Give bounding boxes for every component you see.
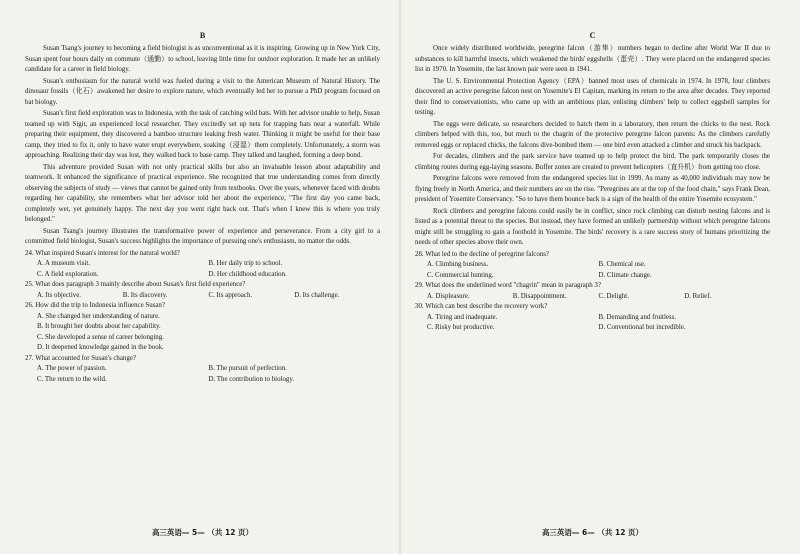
option-row bbox=[415, 260, 770, 271]
option-row bbox=[25, 259, 380, 270]
option: C. She developed a sense of career belonging. bbox=[37, 333, 164, 341]
passage-paragraph: This adventure provided Susan with not only practical skills but also an invaluable lesson about adaptability and teamwork. It enhanced the significance of practical experience. She recognized that true understanding comes from directly observing the subjects of study — views that cannot be gained only from textbooks. Over the years, whenever faced with doubts regarding her capability, she remembers what her advisor told her about the experience, "The first day you came back, completely wet, yet genuinely happy. The next day you went right back out. That's when I knew this is where you truly belonged." bbox=[25, 163, 380, 223]
option: D. The contribution to biology. bbox=[208, 375, 295, 383]
question-stem: 27. What accounted for Susan's change? bbox=[25, 354, 136, 362]
option: A. Tiring and inadequate. bbox=[427, 313, 498, 321]
passage-paragraph: Rock climbers and peregrine falcons could easily be in conflict, since rock climbing can disturb nesting falcons and is listed as a potential threat to the species. But instead, they have formed an unlikely partnership without which peregrine falcons might still be struggling to gain a foothold in Yosemite. The birds' recovery is a rare success story of humans prioritizing the needs of other species above their own. bbox=[415, 207, 770, 246]
passage-paragraph: The U. S. Environmental Protection Agency（EPA）banned most uses of chemicals in 1974. In 1978, four climbers discovered an active peregrine falcon nest on Yosemite's El Capitan, marking its return to the area after decades. They reported their find to conservationists, who came up with an ambitious plan, enlisting climbers' help to collect eggshell samples for testing. bbox=[415, 77, 770, 116]
passage-paragraph: Once widely distributed worldwide, peregrine falcon（游隼）numbers began to decline after World War II due to substances to kill harmful insects, which weakened the birds' eggshells（蛋壳）. They were placed on the endangered species list in 1970. In Yosemite, the last known pair were seen in 1941. bbox=[415, 45, 770, 73]
option: B. The pursuit of perfection. bbox=[208, 365, 287, 372]
option: D. It deepened knowledge gained in the book. bbox=[37, 344, 164, 351]
option: B. Her daily trip to school. bbox=[208, 260, 283, 267]
option-row bbox=[25, 375, 380, 386]
option: B. Demanding and fruitless. bbox=[598, 313, 677, 321]
option-row bbox=[25, 270, 380, 281]
question-stem: 28. What led to the decline of peregrine falcons? bbox=[415, 250, 549, 258]
question-stem: 25. What does paragraph 3 mainly describe about Susan's first field experience? bbox=[25, 281, 246, 288]
passage-paragraph: Susan's first field exploration was to Indonesia, with the task of catching wild bats. With her advisor unable to help, Susan teamed up with Sigit, an experienced local researcher. They excitedly set up nets for trapping bats near a waterfall. While preparing their equipment, they discovered a bamboo structure leaking fresh water. Thinking it might be useful for their base camp, they tried to fix it, only to have water erupt everywhere, soaking（浸湿）them completely. Unfortunately, a storm was approaching. Realizing their day was lost, they walked back to base camp. They talked and laughed, forming a deep bond. bbox=[25, 110, 380, 159]
option-row bbox=[25, 312, 380, 323]
question-27 bbox=[25, 354, 380, 386]
page-fold bbox=[399, 0, 401, 554]
option: D. Climate change. bbox=[598, 271, 652, 279]
left-column bbox=[25, 30, 380, 385]
question-30 bbox=[415, 302, 770, 334]
question-stem: 29. What does the underlined word "chagrin" mean in paragraph 3? bbox=[415, 282, 601, 289]
option: A. A museum visit. bbox=[37, 260, 91, 267]
passage-paragraph: Susan's enthusiasm for the natural world was fueled during a visit to the American Museum of Natural History. The dinosaur fossils（化石）awakened her desire to explore nature, which eventually led her to pursue a PhD program focused on bat biology. bbox=[25, 77, 380, 106]
option: B. It brought her doubts about her capability. bbox=[37, 323, 161, 330]
option-row bbox=[415, 313, 770, 324]
option: D. Its challenge. bbox=[294, 291, 340, 299]
option: C. Commercial hunting. bbox=[427, 271, 494, 279]
page-footer-right: 高三英语— 6— （共 12 页） bbox=[541, 528, 644, 537]
question-28 bbox=[415, 250, 770, 282]
option: D. Relief. bbox=[684, 292, 712, 300]
question-stem: 26. How did the trip to Indonesia influence Susan? bbox=[25, 302, 165, 309]
option: B. Disappointment. bbox=[512, 292, 567, 300]
passage-paragraph: Peregrine falcons were removed from the endangered species list in 1999. As many as 40,000 individuals may now be flying freely in North America, and their numbers are on the rise. "Peregrines are at the top of the food chain," says Frank Dean, president of Yosemite Conservancy. "So to have them bounce back is a sign of the health of the entire Yosemite ecosystem." bbox=[415, 175, 770, 203]
passage-b bbox=[25, 44, 380, 248]
option: C. The return to the wild. bbox=[37, 375, 107, 383]
option-row bbox=[25, 322, 380, 333]
option: A. She changed her understanding of nature. bbox=[37, 312, 160, 320]
option-row bbox=[415, 292, 770, 303]
question-25 bbox=[25, 280, 380, 301]
section-c-heading: C bbox=[589, 31, 596, 40]
option: A. The power of passion. bbox=[37, 365, 107, 372]
section-b-heading: B bbox=[199, 31, 206, 40]
option: B. Chemical use. bbox=[598, 261, 646, 268]
passage-paragraph: The eggs were delicate, so researchers decided to hatch them in a laboratory, then return the chicks to the nest. Rock climbers helped with this, too, but much to the chagrin of the protective peregrine falcon parents: As the climbers carefully removed eggs or replaced chicks, the falcons dive-bombed them — one bird even attacked a climber and struck his backpack. bbox=[415, 120, 770, 149]
option-row bbox=[25, 291, 380, 302]
option: A. Its objective. bbox=[37, 291, 82, 299]
option: C. A field exploration. bbox=[37, 270, 99, 278]
right-column bbox=[415, 30, 770, 334]
passage-paragraph: Susan Tsang's journey illustrates the transformative power of experience and perseverance. From a city girl to a committed field biologist, Susan's success highlights the importance of pursuing one's enthusiasm, no matter the odds. bbox=[25, 227, 380, 245]
option-row bbox=[25, 333, 380, 344]
option: D. Her childhood education. bbox=[208, 270, 287, 278]
question-24 bbox=[25, 249, 380, 281]
option: A. Climbing business. bbox=[427, 261, 489, 268]
passage-paragraph: For decades, climbers and the park service have teamed up to help protect the bird. The park temporarily closes the climbing routes during egg-laying seasons. Buffer zones are created to prevent helicopters（直升机）from getting too close. bbox=[415, 153, 770, 171]
passage-c bbox=[415, 44, 770, 249]
question-stem: 30. Which can best describe the recovery work? bbox=[415, 303, 548, 310]
option: D. Conventional but incredible. bbox=[598, 324, 686, 331]
option-row bbox=[25, 364, 380, 375]
option: C. Risky but productive. bbox=[427, 324, 495, 331]
option: C. Delight. bbox=[598, 292, 629, 300]
option-row bbox=[25, 343, 380, 354]
page-footer-left: 高三英语— 5— （共 12 页） bbox=[151, 528, 254, 537]
question-stem: 24. What inspired Susan's interest for the natural world? bbox=[25, 249, 180, 257]
option: A. Displeasure. bbox=[427, 292, 470, 300]
option-row bbox=[415, 323, 770, 334]
question-29 bbox=[415, 281, 770, 302]
option: B. Its discovery. bbox=[122, 291, 168, 299]
option-row bbox=[415, 271, 770, 282]
passage-paragraph: Susan Tsang's journey to becoming a field biologist is as unconventional as it is inspiring. Growing up in New York City, Susan spent four hours daily on commute（通勤）to school, leaving little time for outdoor exploration. It made her an unlikely candidate for a career in field biology. bbox=[25, 45, 380, 73]
question-26 bbox=[25, 301, 380, 354]
option: C. Its approach. bbox=[208, 291, 253, 299]
